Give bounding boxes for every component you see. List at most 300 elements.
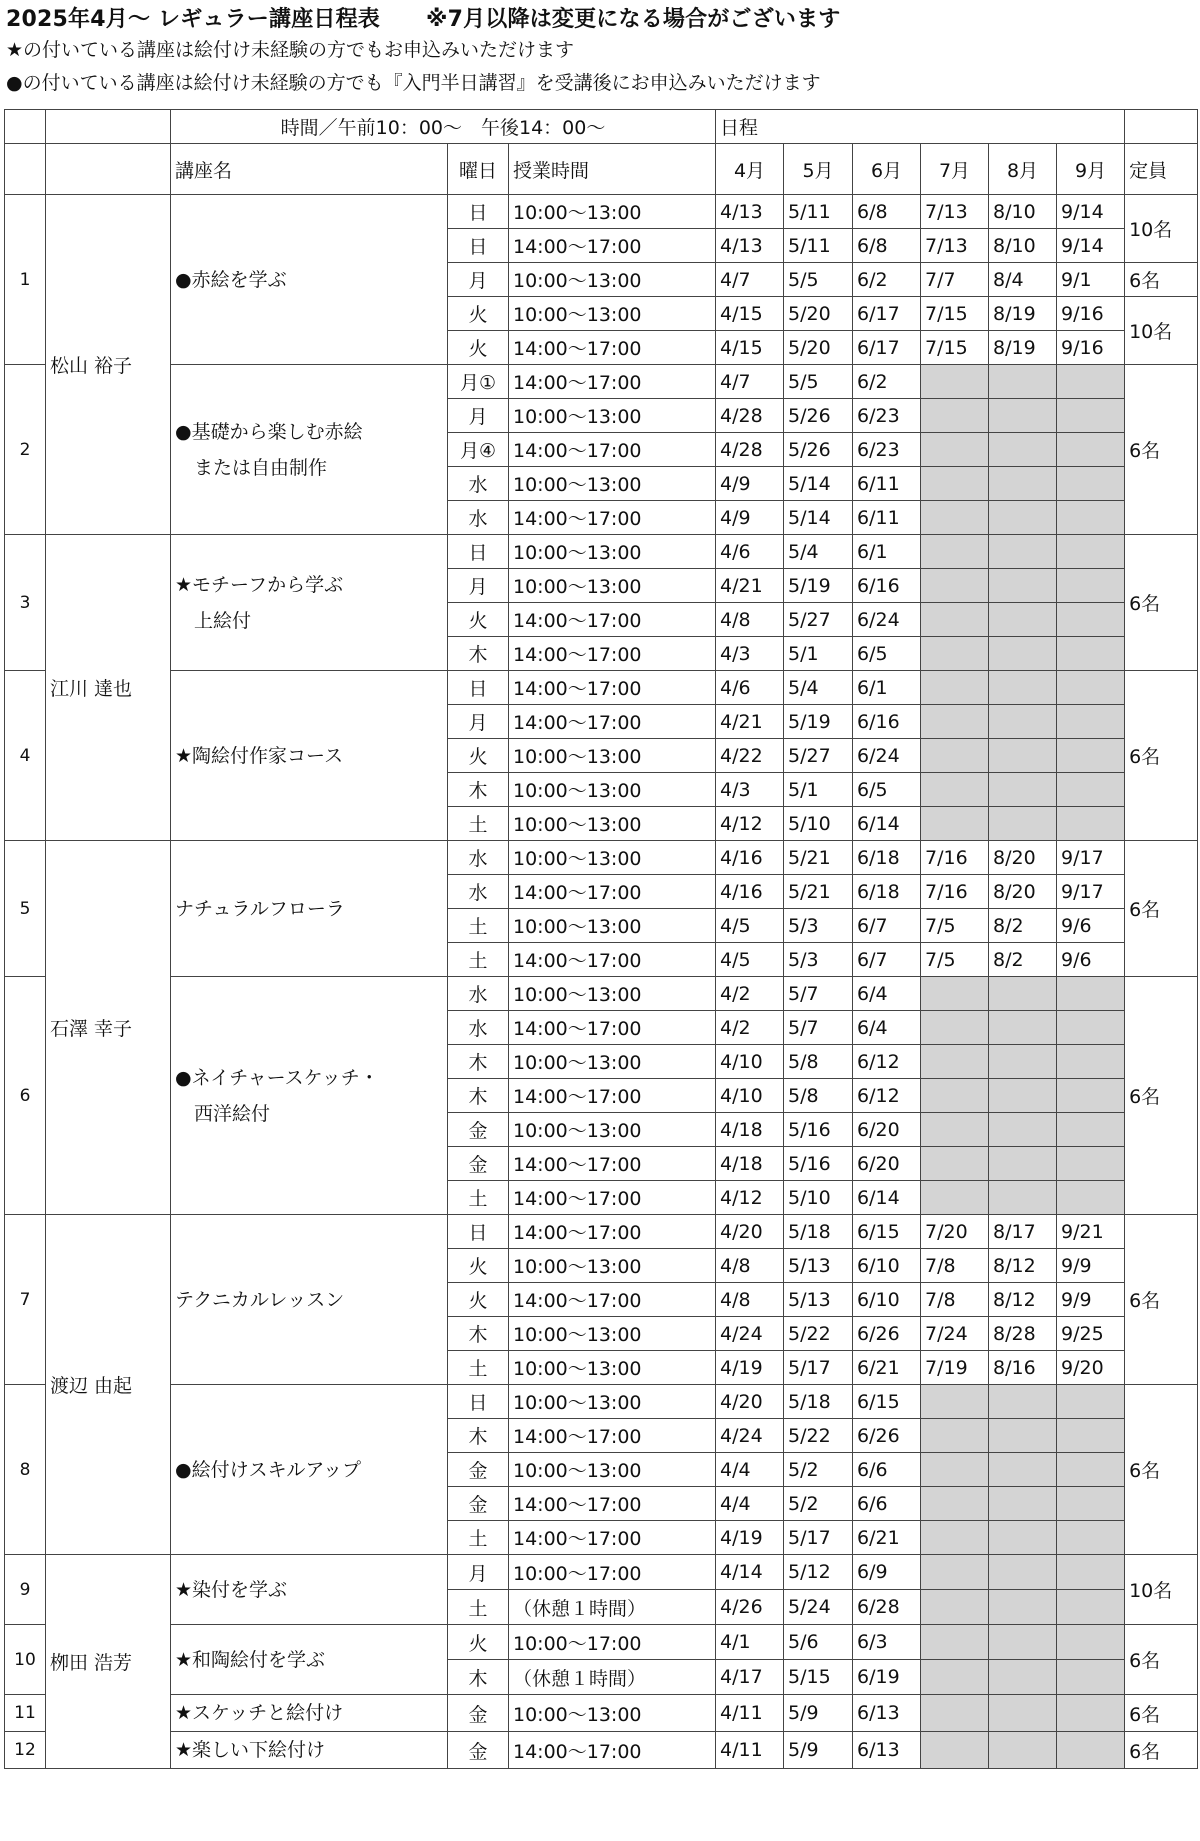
date-cell: 6/1	[853, 535, 921, 569]
date-cell: 6/4	[853, 977, 921, 1011]
date-cell: 4/11	[716, 1695, 784, 1732]
class-time: 14:00～17:00	[509, 1079, 716, 1113]
no-date-cell	[989, 1113, 1057, 1147]
date-cell: 6/6	[853, 1453, 921, 1487]
date-cell: 7/16	[921, 841, 989, 875]
schedule-table	[4, 109, 1198, 1769]
course-number: 7	[5, 1215, 46, 1385]
no-date-cell	[989, 1660, 1057, 1695]
class-time: 10:00～13:00	[509, 807, 716, 841]
date-cell: 5/26	[784, 399, 853, 433]
date-cell: 4/10	[716, 1045, 784, 1079]
capacity-cell: 6名	[1125, 1625, 1198, 1695]
date-cell: 5/22	[784, 1317, 853, 1351]
class-time: 14:00～17:00	[509, 1732, 716, 1769]
weekday: 月	[448, 399, 509, 433]
no-date-cell	[921, 1419, 989, 1453]
weekday: 日	[448, 229, 509, 263]
course-number: 2	[5, 365, 46, 535]
date-cell: 6/10	[853, 1283, 921, 1317]
class-time: 10:00～13:00	[509, 1113, 716, 1147]
weekday: 月	[448, 569, 509, 603]
weekday: 火	[448, 297, 509, 331]
date-cell: 4/15	[716, 297, 784, 331]
weekday: 水	[448, 841, 509, 875]
date-cell: 4/19	[716, 1521, 784, 1555]
weekday: 水	[448, 467, 509, 501]
class-time: 14:00～17:00	[509, 603, 716, 637]
no-date-cell	[921, 467, 989, 501]
date-cell: 4/20	[716, 1385, 784, 1419]
date-cell: 6/7	[853, 943, 921, 977]
date-cell: 4/16	[716, 875, 784, 909]
no-date-cell	[989, 1011, 1057, 1045]
date-cell: 5/16	[784, 1113, 853, 1147]
date-cell: 4/12	[716, 1181, 784, 1215]
date-cell: 9/16	[1057, 297, 1125, 331]
table-row	[5, 365, 1198, 399]
class-time: 10:00～13:00	[509, 773, 716, 807]
date-cell: 7/5	[921, 909, 989, 943]
class-time: 10:00～13:00	[509, 467, 716, 501]
no-date-cell	[921, 637, 989, 671]
date-cell: 6/8	[853, 195, 921, 229]
course-name: ★楽しい下絵付け	[171, 1732, 448, 1769]
date-cell: 4/17	[716, 1660, 784, 1695]
date-cell: 8/2	[989, 943, 1057, 977]
table-row	[5, 535, 1198, 569]
month-header: 5月	[784, 144, 853, 195]
weekday: 金	[448, 1695, 509, 1732]
date-cell: 6/9	[853, 1555, 921, 1590]
date-cell: 6/26	[853, 1419, 921, 1453]
class-time: 14:00～17:00	[509, 1011, 716, 1045]
no-date-cell	[921, 1147, 989, 1181]
instructor-name: 松山 裕子	[46, 195, 171, 535]
date-cell: 4/11	[716, 1732, 784, 1769]
time-note-cell: 時間／午前10：00～ 午後14：00～	[171, 110, 716, 144]
class-time: 10:00～13:00	[509, 1249, 716, 1283]
no-date-cell	[989, 1487, 1057, 1521]
no-date-cell	[921, 1487, 989, 1521]
date-cell: 5/19	[784, 569, 853, 603]
date-cell: 5/13	[784, 1283, 853, 1317]
date-cell: 8/19	[989, 297, 1057, 331]
course-number: 11	[5, 1695, 46, 1732]
date-cell: 6/24	[853, 739, 921, 773]
month-header: 8月	[989, 144, 1057, 195]
date-cell: 5/5	[784, 365, 853, 399]
no-date-cell	[1057, 535, 1125, 569]
date-cell: 6/2	[853, 365, 921, 399]
date-cell: 4/6	[716, 535, 784, 569]
date-cell: 6/2	[853, 263, 921, 297]
no-date-cell	[1057, 773, 1125, 807]
weekday: 月④	[448, 433, 509, 467]
date-cell: 4/5	[716, 909, 784, 943]
date-cell: 6/4	[853, 1011, 921, 1045]
table-row	[5, 841, 1198, 875]
date-cell: 6/8	[853, 229, 921, 263]
date-cell: 5/10	[784, 807, 853, 841]
schedule-header: 日程	[716, 110, 1125, 144]
date-cell: 5/18	[784, 1385, 853, 1419]
class-time: （休憩１時間）	[509, 1660, 716, 1695]
weekday: 土	[448, 1351, 509, 1385]
class-time: 10:00～13:00	[509, 841, 716, 875]
class-time: 14:00～17:00	[509, 637, 716, 671]
date-cell: 6/14	[853, 1181, 921, 1215]
date-cell: 8/16	[989, 1351, 1057, 1385]
course-number: 8	[5, 1385, 46, 1555]
class-time: 10:00～17:00	[509, 1625, 716, 1660]
weekday: 火	[448, 1249, 509, 1283]
date-cell: 5/13	[784, 1249, 853, 1283]
weekday: 木	[448, 773, 509, 807]
date-cell: 8/10	[989, 229, 1057, 263]
date-cell: 5/10	[784, 1181, 853, 1215]
date-cell: 5/9	[784, 1732, 853, 1769]
no-date-cell	[1057, 1660, 1125, 1695]
course-header: 講座名	[171, 144, 448, 195]
course-name: ★スケッチと絵付け	[171, 1695, 448, 1732]
no-date-cell	[921, 1732, 989, 1769]
no-date-cell	[1057, 569, 1125, 603]
weekday: 日	[448, 1385, 509, 1419]
date-cell: 5/9	[784, 1695, 853, 1732]
date-cell: 5/27	[784, 739, 853, 773]
no-date-cell	[1057, 807, 1125, 841]
capacity-cell: 6名	[1125, 263, 1198, 297]
weekday: 土	[448, 943, 509, 977]
instructor-name: 栁田 浩芳	[46, 1555, 171, 1769]
no-date-cell	[989, 1045, 1057, 1079]
no-date-cell	[1057, 977, 1125, 1011]
no-date-cell	[921, 1045, 989, 1079]
no-date-cell	[921, 1011, 989, 1045]
date-cell: 4/9	[716, 467, 784, 501]
course-name: ★モチーフから学ぶ 上絵付	[171, 535, 448, 671]
date-cell: 4/21	[716, 569, 784, 603]
date-cell: 4/13	[716, 195, 784, 229]
class-time: 10:00～13:00	[509, 1045, 716, 1079]
no-date-cell	[989, 365, 1057, 399]
no-date-cell	[921, 1385, 989, 1419]
date-cell: 9/9	[1057, 1249, 1125, 1283]
weekday: 水	[448, 501, 509, 535]
class-time: 10:00～13:00	[509, 399, 716, 433]
date-cell: 9/9	[1057, 1283, 1125, 1317]
course-number: 5	[5, 841, 46, 977]
date-cell: 6/21	[853, 1351, 921, 1385]
class-time: 14:00～17:00	[509, 1487, 716, 1521]
course-number: 9	[5, 1555, 46, 1625]
date-cell: 5/20	[784, 297, 853, 331]
date-cell: 4/24	[716, 1419, 784, 1453]
day-header: 曜日	[448, 144, 509, 195]
no-date-cell	[989, 1079, 1057, 1113]
course-number: 12	[5, 1732, 46, 1769]
header-row-2	[5, 144, 1198, 195]
class-time: 10:00～13:00	[509, 195, 716, 229]
date-cell: 5/8	[784, 1045, 853, 1079]
capacity-cell: 10名	[1125, 1555, 1198, 1625]
weekday: 日	[448, 535, 509, 569]
capacity-cell: 6名	[1125, 841, 1198, 977]
date-cell: 4/18	[716, 1113, 784, 1147]
no-date-cell	[921, 977, 989, 1011]
no-date-cell	[921, 1181, 989, 1215]
date-cell: 5/7	[784, 977, 853, 1011]
date-cell: 4/2	[716, 1011, 784, 1045]
class-time: （休憩１時間）	[509, 1590, 716, 1625]
date-cell: 4/14	[716, 1555, 784, 1590]
date-cell: 4/7	[716, 365, 784, 399]
course-name: ★染付を学ぶ	[171, 1555, 448, 1625]
date-cell: 4/19	[716, 1351, 784, 1385]
date-cell: 8/2	[989, 909, 1057, 943]
month-header: 9月	[1057, 144, 1125, 195]
class-time: 14:00～17:00	[509, 1521, 716, 1555]
weekday: 金	[448, 1487, 509, 1521]
no-date-cell	[921, 1079, 989, 1113]
weekday: 水	[448, 977, 509, 1011]
no-date-cell	[989, 807, 1057, 841]
class-time: 10:00～13:00	[509, 297, 716, 331]
no-date-cell	[1057, 1695, 1125, 1732]
date-cell: 5/4	[784, 671, 853, 705]
date-cell: 9/6	[1057, 909, 1125, 943]
course-name: ナチュラルフローラ	[171, 841, 448, 977]
date-cell: 6/16	[853, 569, 921, 603]
title-text: 2025年4月～ レギュラー講座日程表	[6, 7, 380, 32]
date-cell: 7/8	[921, 1249, 989, 1283]
date-cell: 5/15	[784, 1660, 853, 1695]
date-cell: 8/4	[989, 263, 1057, 297]
date-cell: 5/12	[784, 1555, 853, 1590]
legend-star: ★の付いている講座は絵付け未経験の方でもお申込みいただけます	[6, 39, 575, 61]
date-cell: 4/15	[716, 331, 784, 365]
class-time: 10:00～13:00	[509, 1695, 716, 1732]
date-cell: 7/16	[921, 875, 989, 909]
class-time: 10:00～17:00	[509, 1555, 716, 1590]
table-row	[5, 671, 1198, 705]
date-cell: 8/17	[989, 1215, 1057, 1249]
date-cell: 4/26	[716, 1590, 784, 1625]
date-cell: 4/3	[716, 637, 784, 671]
date-cell: 5/11	[784, 195, 853, 229]
weekday: 木	[448, 1317, 509, 1351]
no-date-cell	[989, 1555, 1057, 1590]
no-date-cell	[989, 977, 1057, 1011]
month-header: 7月	[921, 144, 989, 195]
date-cell: 6/13	[853, 1732, 921, 1769]
date-cell: 6/18	[853, 875, 921, 909]
date-cell: 6/18	[853, 841, 921, 875]
date-cell: 4/10	[716, 1079, 784, 1113]
capacity-header: 定員	[1125, 144, 1198, 195]
no-date-cell	[1057, 1147, 1125, 1181]
class-time: 14:00～17:00	[509, 331, 716, 365]
date-cell: 9/1	[1057, 263, 1125, 297]
no-date-cell	[989, 739, 1057, 773]
course-name: ★和陶絵付を学ぶ	[171, 1625, 448, 1695]
class-time: 14:00～17:00	[509, 1147, 716, 1181]
class-time: 14:00～17:00	[509, 1215, 716, 1249]
no-date-cell	[989, 1419, 1057, 1453]
class-time: 10:00～13:00	[509, 1351, 716, 1385]
date-cell: 9/6	[1057, 943, 1125, 977]
no-date-cell	[1057, 399, 1125, 433]
weekday: 金	[448, 1147, 509, 1181]
page-title	[6, 2, 841, 33]
date-cell: 4/24	[716, 1317, 784, 1351]
date-cell: 5/4	[784, 535, 853, 569]
no-date-cell	[989, 1147, 1057, 1181]
date-cell: 7/5	[921, 943, 989, 977]
capacity-cell: 6名	[1125, 1215, 1198, 1385]
date-cell: 5/17	[784, 1521, 853, 1555]
date-cell: 5/16	[784, 1147, 853, 1181]
date-cell: 7/19	[921, 1351, 989, 1385]
date-cell: 4/22	[716, 739, 784, 773]
date-cell: 5/27	[784, 603, 853, 637]
weekday: 土	[448, 1181, 509, 1215]
date-cell: 5/19	[784, 705, 853, 739]
no-date-cell	[989, 535, 1057, 569]
class-time: 14:00～17:00	[509, 433, 716, 467]
class-time: 14:00～17:00	[509, 943, 716, 977]
no-date-cell	[921, 535, 989, 569]
date-cell: 5/14	[784, 467, 853, 501]
class-time: 10:00～13:00	[509, 535, 716, 569]
date-cell: 6/1	[853, 671, 921, 705]
no-date-cell	[921, 501, 989, 535]
month-header: 4月	[716, 144, 784, 195]
date-cell: 6/23	[853, 433, 921, 467]
no-date-cell	[989, 1732, 1057, 1769]
weekday: 火	[448, 603, 509, 637]
table-row	[5, 1215, 1198, 1249]
date-cell: 6/5	[853, 637, 921, 671]
no-date-cell	[989, 569, 1057, 603]
date-cell: 6/20	[853, 1147, 921, 1181]
date-cell: 5/21	[784, 841, 853, 875]
course-name: ●赤絵を学ぶ	[171, 195, 448, 365]
date-cell: 6/20	[853, 1113, 921, 1147]
date-cell: 7/13	[921, 229, 989, 263]
weekday: 日	[448, 195, 509, 229]
no-date-cell	[1057, 739, 1125, 773]
no-date-cell	[989, 501, 1057, 535]
date-cell: 4/9	[716, 501, 784, 535]
table-row	[5, 1555, 1198, 1590]
weekday: 火	[448, 1283, 509, 1317]
weekday: 水	[448, 875, 509, 909]
no-date-cell	[921, 399, 989, 433]
date-cell: 8/19	[989, 331, 1057, 365]
date-cell: 5/21	[784, 875, 853, 909]
date-cell: 6/17	[853, 297, 921, 331]
date-cell: 7/8	[921, 1283, 989, 1317]
date-cell: 6/24	[853, 603, 921, 637]
no-date-cell	[1057, 467, 1125, 501]
date-cell: 5/1	[784, 637, 853, 671]
date-cell: 5/7	[784, 1011, 853, 1045]
date-cell: 6/28	[853, 1590, 921, 1625]
class-time: 10:00～13:00	[509, 569, 716, 603]
date-cell: 6/12	[853, 1045, 921, 1079]
instructor-name: 石澤 幸子	[46, 841, 171, 1215]
class-time: 10:00～13:00	[509, 263, 716, 297]
capacity-cell: 10名	[1125, 195, 1198, 263]
date-cell: 5/3	[784, 943, 853, 977]
legend-circle: ●の付いている講座は絵付け未経験の方でも『入門半日講習』を受講後にお申込みいただけます	[6, 72, 821, 94]
no-date-cell	[989, 637, 1057, 671]
date-cell: 5/6	[784, 1625, 853, 1660]
date-cell: 4/12	[716, 807, 784, 841]
month-header: 6月	[853, 144, 921, 195]
class-time: 10:00～13:00	[509, 977, 716, 1011]
course-name: ●絵付けスキルアップ	[171, 1385, 448, 1555]
no-date-cell	[989, 1590, 1057, 1625]
date-cell: 7/20	[921, 1215, 989, 1249]
no-date-cell	[1057, 1453, 1125, 1487]
date-cell: 6/11	[853, 501, 921, 535]
capacity-cell: 6名	[1125, 1385, 1198, 1555]
course-name: ★陶絵付作家コース	[171, 671, 448, 841]
no-date-cell	[1057, 1732, 1125, 1769]
no-date-cell	[1057, 1419, 1125, 1453]
hours-header: 授業時間	[509, 144, 716, 195]
class-time: 14:00～17:00	[509, 229, 716, 263]
weekday: 水	[448, 1011, 509, 1045]
no-date-cell	[1057, 365, 1125, 399]
date-cell: 6/7	[853, 909, 921, 943]
table-row	[5, 1385, 1198, 1419]
date-cell: 6/15	[853, 1215, 921, 1249]
table-row	[5, 1625, 1198, 1660]
no-date-cell	[1057, 705, 1125, 739]
course-number: 4	[5, 671, 46, 841]
date-cell: 5/2	[784, 1487, 853, 1521]
capacity-cell: 10名	[1125, 297, 1198, 365]
date-cell: 4/2	[716, 977, 784, 1011]
date-cell: 7/15	[921, 331, 989, 365]
date-cell: 4/21	[716, 705, 784, 739]
capacity-cell: 6名	[1125, 1695, 1198, 1732]
no-date-cell	[989, 467, 1057, 501]
no-date-cell	[1057, 671, 1125, 705]
no-date-cell	[1057, 1113, 1125, 1147]
no-date-cell	[1057, 603, 1125, 637]
date-cell: 9/25	[1057, 1317, 1125, 1351]
no-date-cell	[921, 739, 989, 773]
weekday: 日	[448, 1215, 509, 1249]
date-cell: 8/12	[989, 1283, 1057, 1317]
class-time: 10:00～13:00	[509, 1317, 716, 1351]
date-cell: 6/17	[853, 331, 921, 365]
weekday: 土	[448, 1521, 509, 1555]
instructor-name: 渡辺 由起	[46, 1215, 171, 1555]
weekday: 金	[448, 1113, 509, 1147]
weekday: 木	[448, 1079, 509, 1113]
date-cell: 7/7	[921, 263, 989, 297]
no-date-cell	[1057, 1079, 1125, 1113]
no-date-cell	[1057, 1590, 1125, 1625]
date-cell: 6/13	[853, 1695, 921, 1732]
no-date-cell	[921, 1453, 989, 1487]
